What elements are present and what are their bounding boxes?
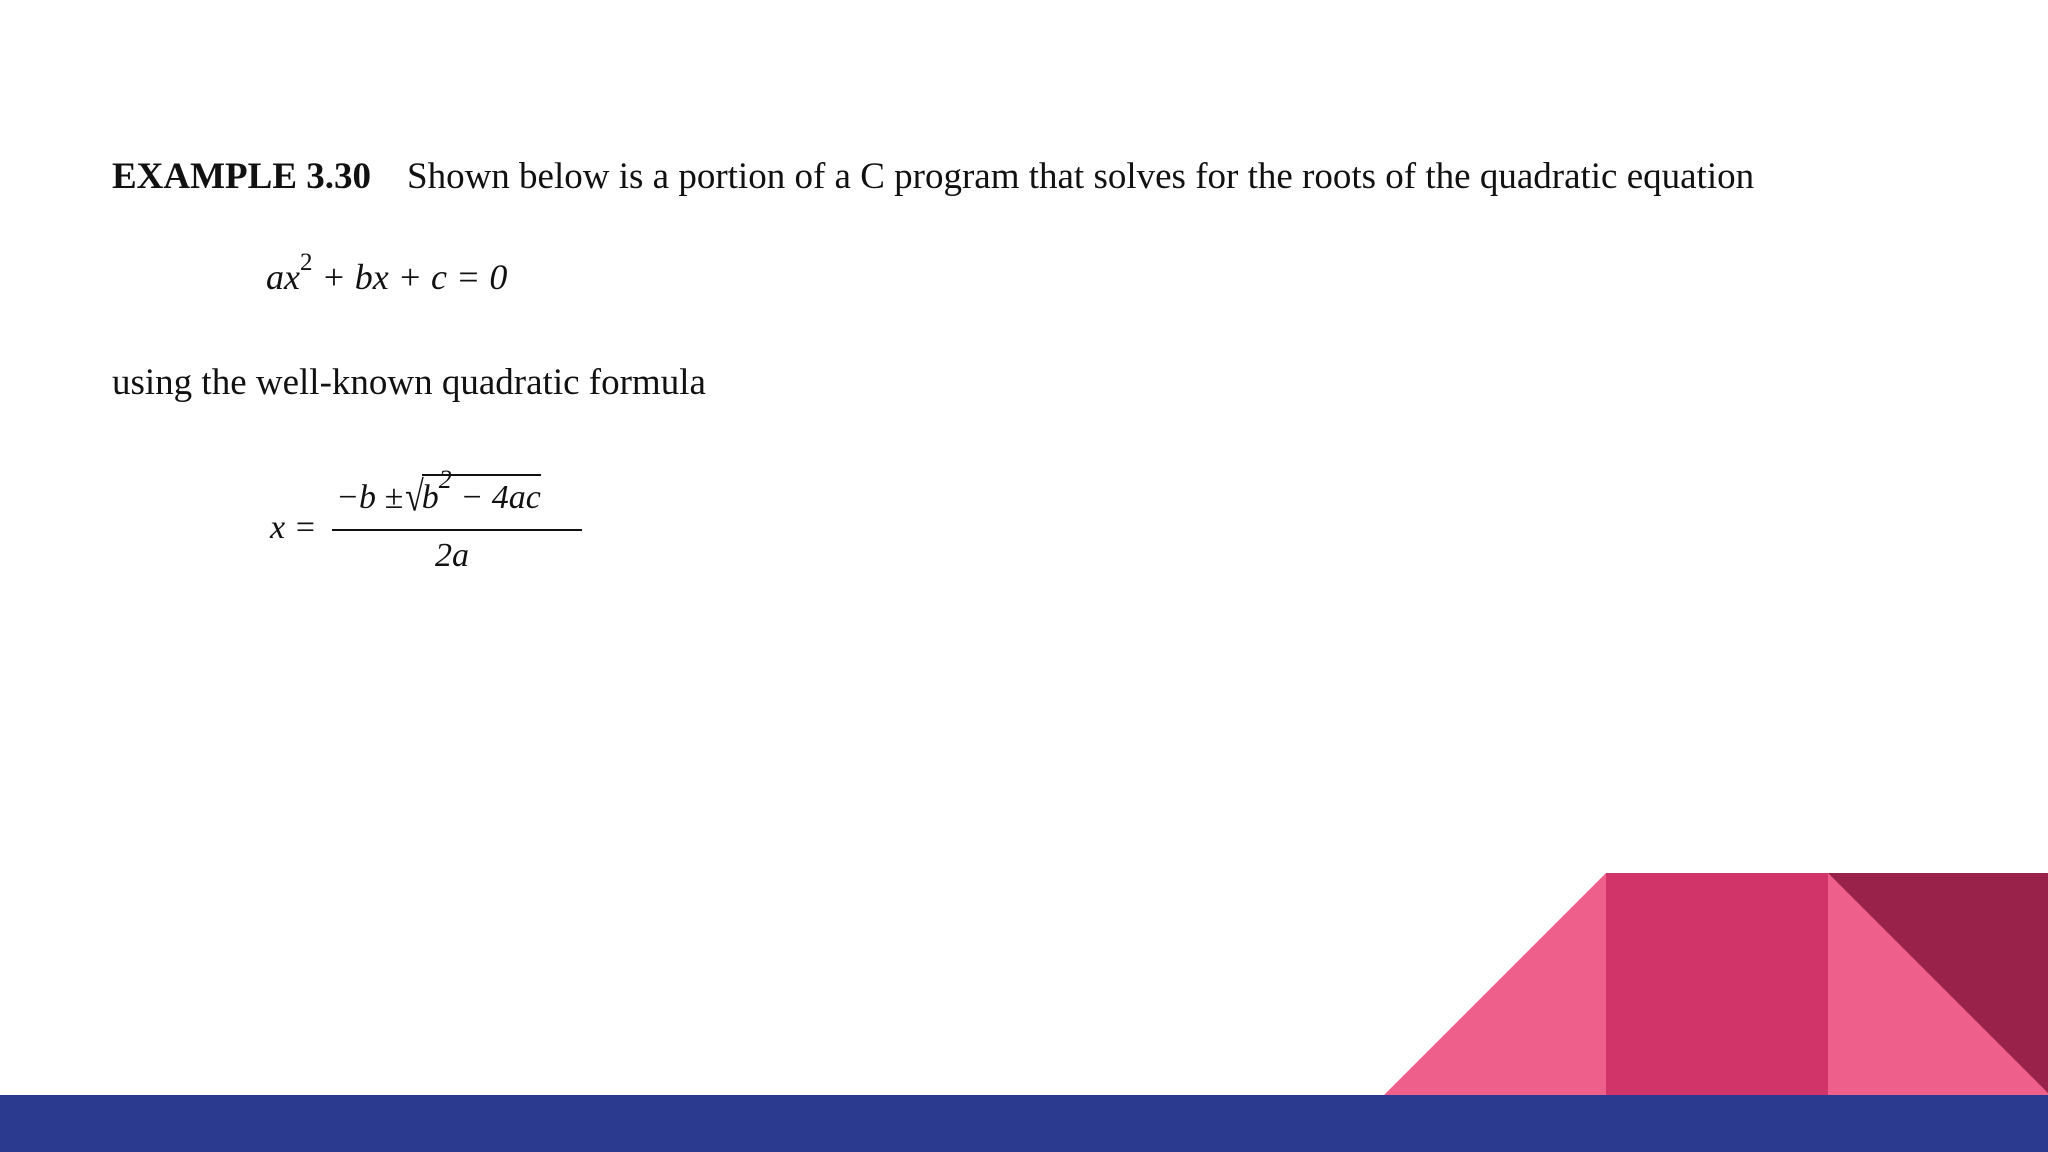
equation-ax: ax (266, 257, 300, 297)
formula-intro-text: using the well-known quadratic formula (112, 362, 706, 403)
radicand-exponent: 2 (438, 464, 452, 494)
footer-bar (0, 1095, 2048, 1152)
equation-rest: + bx + c = 0 (312, 257, 508, 297)
example-label: EXAMPLE 3.30 (112, 156, 371, 197)
radicand-rest: − 4ac (451, 479, 541, 516)
radical-sign: √ (405, 474, 424, 521)
formula-numerator-prefix: −b ± (336, 479, 404, 516)
radicand-base: b (421, 479, 439, 516)
formula-denominator: 2a (435, 537, 469, 574)
example-text: Shown below is a portion of a C program that solves for the roots of the quadratic equation (407, 156, 1755, 197)
equation-exponent: 2 (299, 249, 313, 276)
formula-lhs: x = (270, 509, 317, 546)
decor-pink-triangle-left (1384, 873, 1606, 1095)
decor-pink-block (1606, 873, 1828, 1095)
